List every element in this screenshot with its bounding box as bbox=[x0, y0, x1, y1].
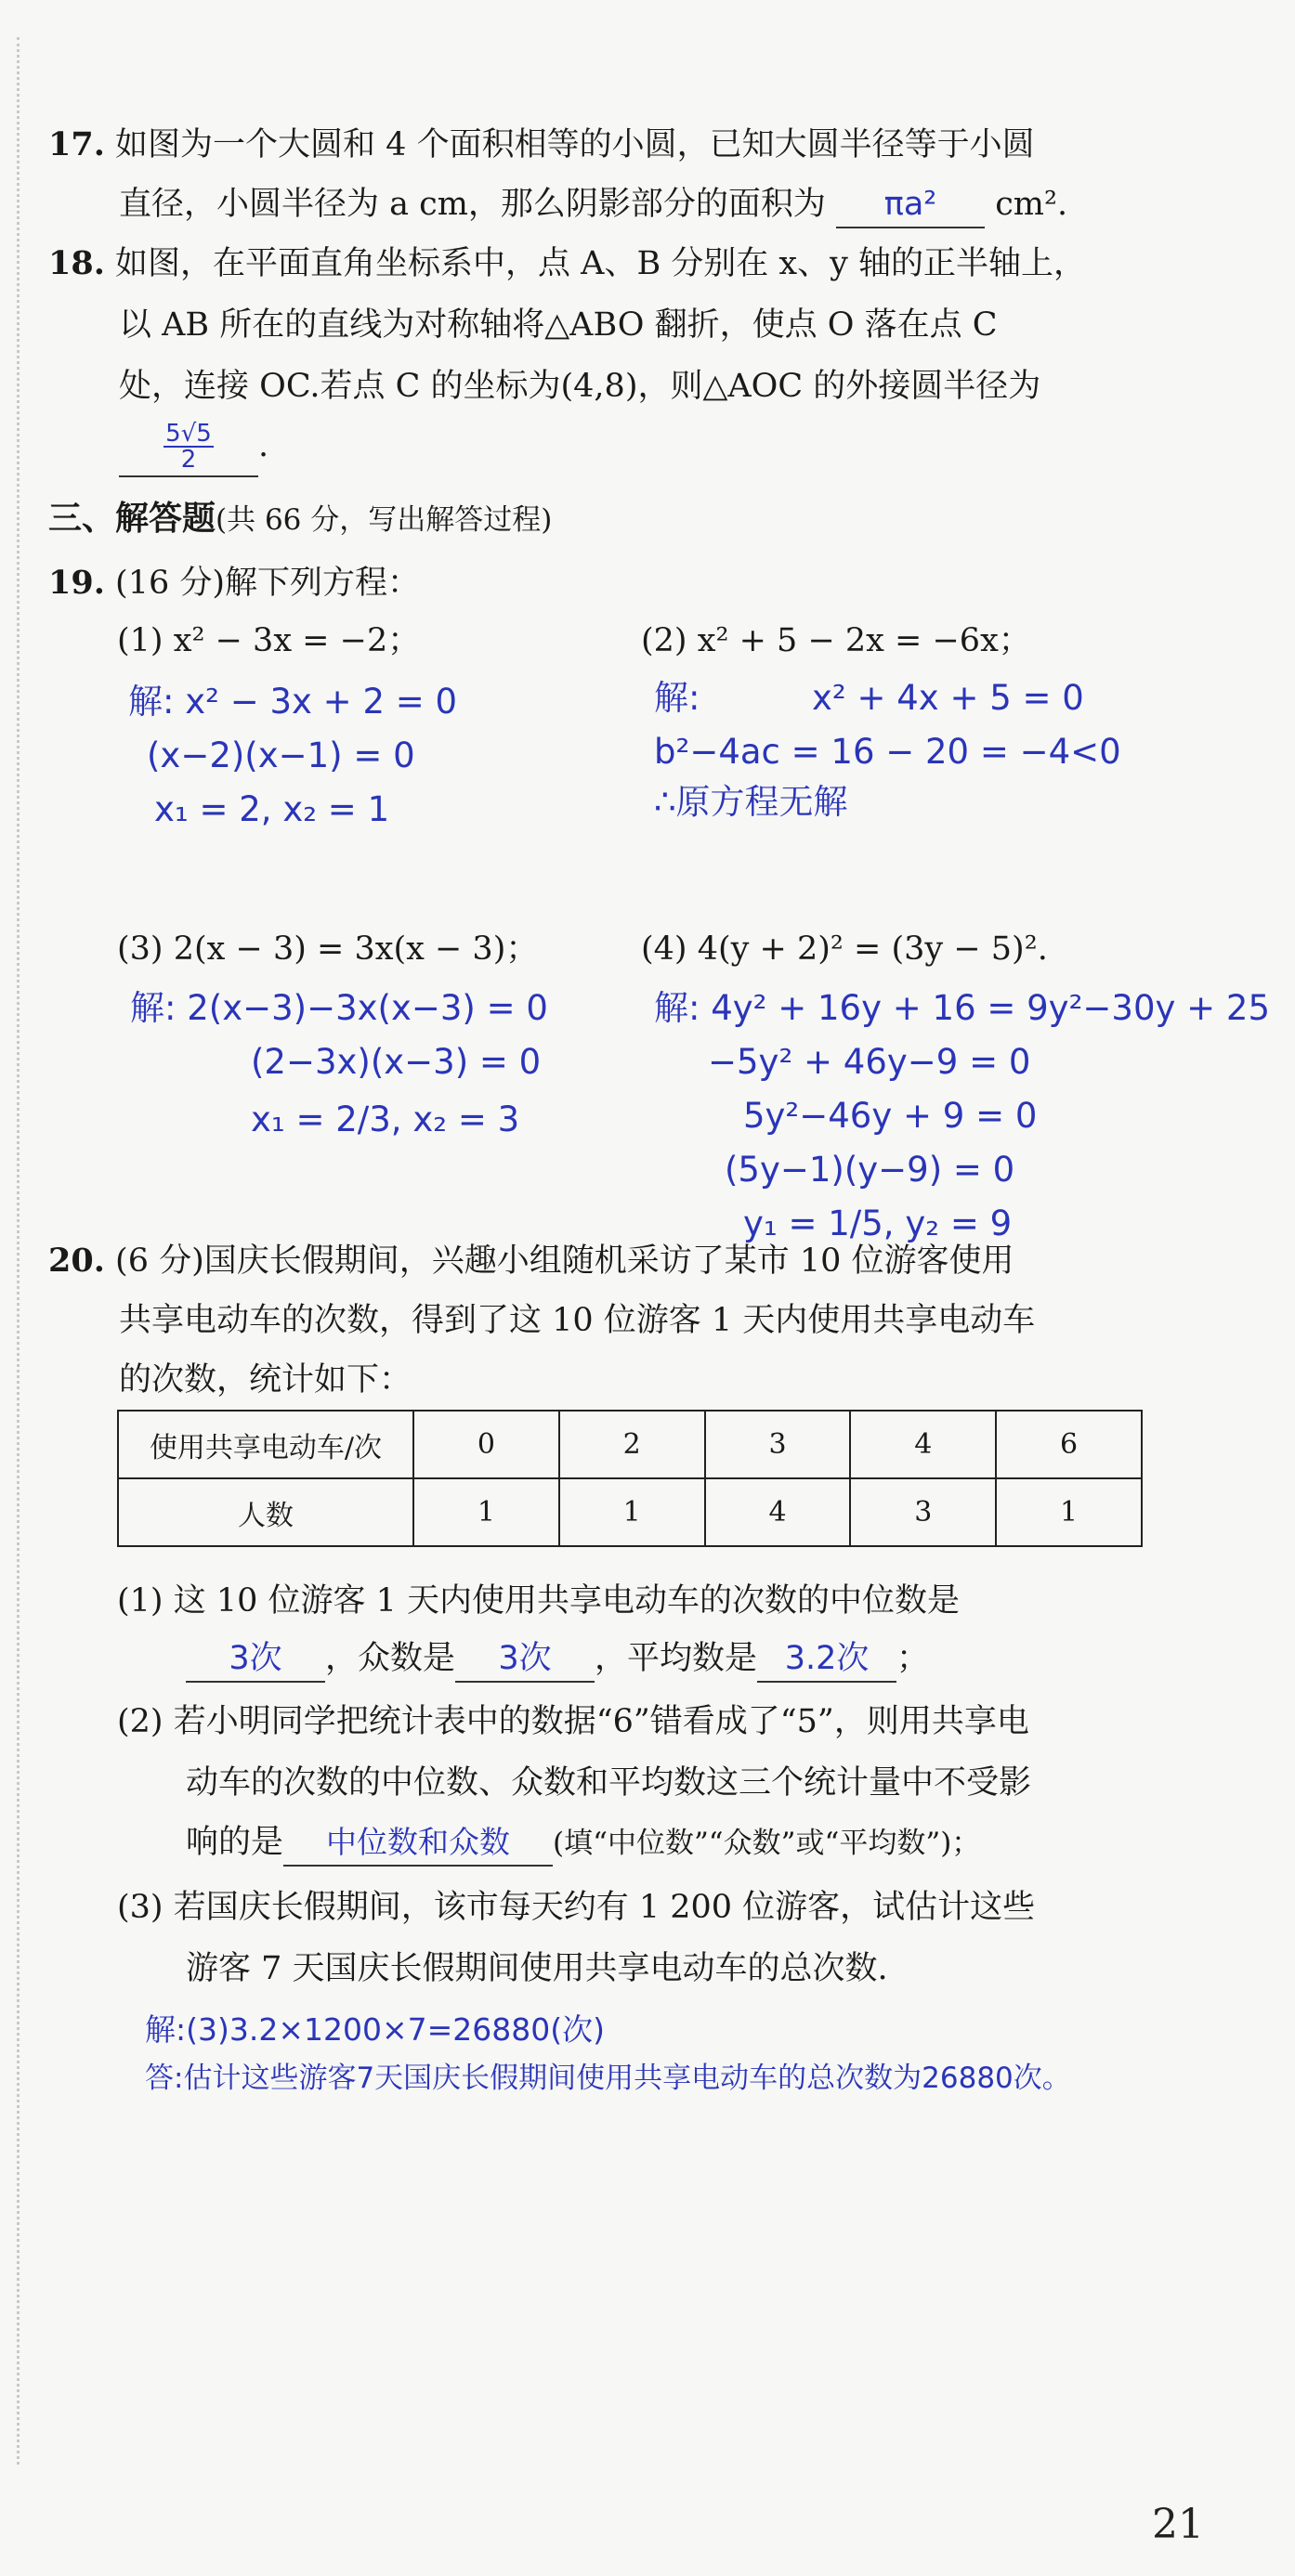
q19-p4-sol-4: (5y−1)(y−9) = 0 bbox=[725, 1150, 1015, 1190]
q19-part4: (4) 4(y + 2)² = (3y − 5)². bbox=[641, 930, 1048, 968]
section-title: 三、解答题(共 66 分，写出解答过程) bbox=[48, 499, 553, 538]
q19-p1-sol-1: 解: x² − 3x + 2 = 0 bbox=[128, 682, 458, 722]
q20-s3-line2: 游客 7 天国庆长假期间使用共享电动车的总次数. bbox=[186, 1950, 888, 1987]
table-row bbox=[118, 1478, 1142, 1546]
q19-p3-sol-2: (2−3x)(x−3) = 0 bbox=[251, 1042, 542, 1082]
q20-s2-line1: (2) 若小明同学把统计表中的数据“6”错看成了“5”，则用共享电 bbox=[117, 1703, 1029, 1740]
q18-line3: 处，连接 OC.若点 C 的坐标为(4,8)，则△AOC 的外接圆半径为 bbox=[119, 368, 1041, 405]
table-cell: 1 bbox=[559, 1478, 705, 1546]
q19-p4-sol-5: y₁ = 1/5, y₂ = 9 bbox=[743, 1203, 1013, 1243]
q20-s3-solution: 解:(3)3.2×1200×7=26880(次) bbox=[145, 2011, 605, 2048]
page-number: 21 bbox=[1152, 2501, 1204, 2548]
q19-p3-sol-3: x₁ = 2/3, x₂ = 3 bbox=[251, 1099, 520, 1139]
mode-answer: 3次 bbox=[455, 1636, 595, 1683]
q18-line2: 以 AB 所在的直线为对称轴将△ABO 翻折，使点 O 落在点 C bbox=[119, 306, 998, 344]
q20-line1: 20. (6 分)国庆长假期间，兴趣小组随机采访了某市 10 位游客使用 bbox=[48, 1242, 1014, 1280]
table-cell: 0 bbox=[413, 1411, 559, 1478]
q20-s2-line2: 动车的次数的中位数、众数和平均数这三个统计量中不受影 bbox=[186, 1764, 1032, 1802]
q20-s3-line1: (3) 若国庆长假期间，该市每天约有 1 200 位游客，试估计这些 bbox=[117, 1889, 1036, 1926]
table-cell: 2 bbox=[559, 1411, 705, 1478]
q19-p4-sol-3: 5y²−46y + 9 = 0 bbox=[743, 1096, 1038, 1136]
mean-answer: 3.2次 bbox=[757, 1636, 896, 1683]
q19-p4-sol-1: 解: 4y² + 16y + 16 = 9y²−30y + 25 bbox=[654, 988, 1270, 1028]
q19-p2-sol-3: b²−4ac = 16 − 20 = −4<0 bbox=[654, 732, 1121, 772]
q19-p2-sol-2: x² + 4x + 5 = 0 bbox=[812, 678, 1084, 718]
table-header-cell: 人数 bbox=[118, 1478, 413, 1546]
q20-s2-line3: 响的是 中位数和众数 (填“中位数”“众数”或“平均数”)； bbox=[186, 1820, 980, 1867]
q20-s1-line1: (1) 这 10 位游客 1 天内使用共享电动车的次数的中位数是 bbox=[117, 1582, 961, 1620]
usage-table bbox=[117, 1410, 1143, 1547]
q19-intro: 19. (16 分)解下列方程： bbox=[48, 564, 421, 602]
table-cell: 4 bbox=[850, 1411, 996, 1478]
q17-line2: 直径，小圆半径为 a cm，那么阴影部分的面积为 πa² cm². bbox=[119, 182, 1067, 228]
q18-line1: 18. 如图，在平面直角坐标系中，点 A、B 分别在 x、y 轴的正半轴上， bbox=[48, 244, 1087, 282]
q20-s1-line2: 3次 ，众数是 3次 ，平均数是 3.2次 ； bbox=[186, 1636, 929, 1683]
q19-p2-sol-1: 解: bbox=[654, 678, 700, 718]
table-cell: 1 bbox=[413, 1478, 559, 1546]
q18-answer: $\frac{5√5}{2}$ bbox=[119, 422, 258, 477]
binding-edge bbox=[17, 37, 20, 2465]
q20-line2: 共享电动车的次数，得到了这 10 位游客 1 天内使用共享电动车 bbox=[119, 1302, 1036, 1339]
median-answer: 3次 bbox=[186, 1636, 325, 1683]
table-cell: 4 bbox=[705, 1478, 851, 1546]
q17-answer: πa² bbox=[836, 182, 985, 228]
table-cell: 3 bbox=[850, 1478, 996, 1546]
table-cell: 1 bbox=[996, 1478, 1142, 1546]
q20-s3-answer: 答:估计这些游客7天国庆长假期间使用共享电动车的总次数为26880次。 bbox=[145, 2062, 1071, 2095]
q17-line1: 17. 如图为一个大圆和 4 个面积相等的小圆，已知大圆半径等于小圆 bbox=[48, 125, 1035, 163]
table-cell: 3 bbox=[705, 1411, 851, 1478]
q19-part2: (2) x² + 5 − 2x = −6x； bbox=[641, 622, 1031, 659]
q19-p4-sol-2: −5y² + 46y−9 = 0 bbox=[708, 1042, 1031, 1082]
q19-part3: (3) 2(x − 3) = 3x(x − 3)； bbox=[117, 930, 539, 968]
table-header-cell: 使用共享电动车/次 bbox=[118, 1411, 413, 1478]
q20-line3: 的次数，统计如下： bbox=[119, 1361, 412, 1399]
q19-p2-sol-4: ∴原方程无解 bbox=[654, 782, 848, 822]
q18-answer-line: $\frac{5√5}{2}$ . bbox=[119, 422, 268, 477]
unaffected-answer: 中位数和众数 bbox=[283, 1820, 553, 1867]
q19-part1: (1) x² − 3x = −2； bbox=[117, 622, 421, 659]
q19-p3-sol-1: 解: 2(x−3)−3x(x−3) = 0 bbox=[130, 988, 548, 1028]
q19-p1-sol-2: (x−2)(x−1) = 0 bbox=[147, 735, 415, 775]
table-row bbox=[118, 1411, 1142, 1478]
q19-p1-sol-3: x₁ = 2, x₂ = 1 bbox=[154, 789, 390, 829]
table-cell: 6 bbox=[996, 1411, 1142, 1478]
